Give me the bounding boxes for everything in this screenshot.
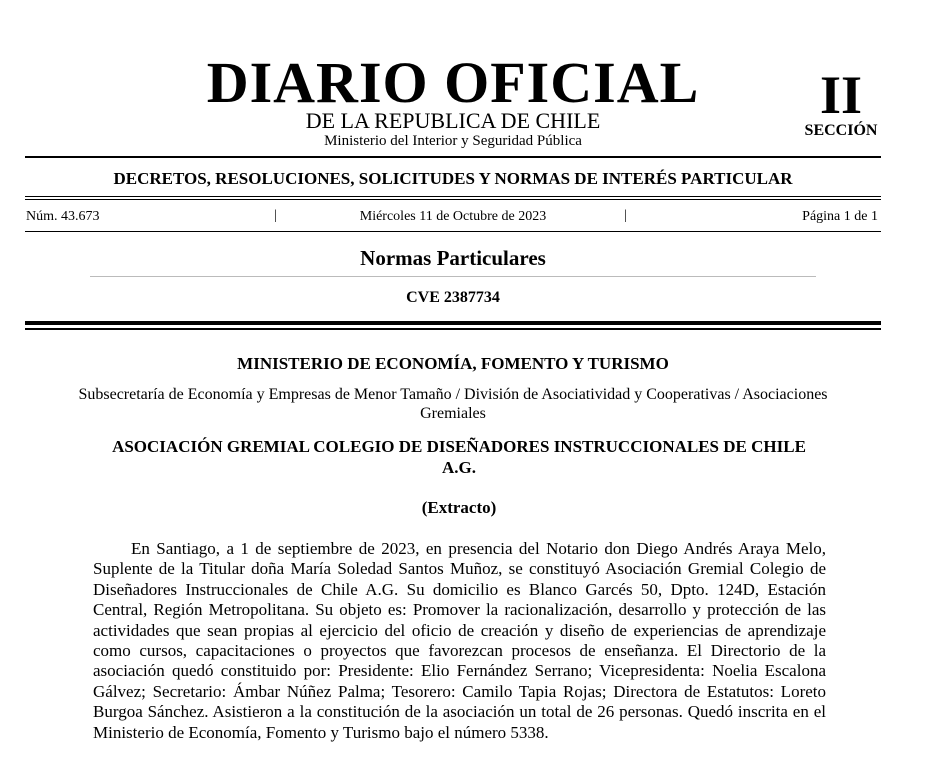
divider	[90, 276, 816, 277]
issue-date: Miércoles 11 de Octubre de 2023	[359, 209, 547, 224]
section-band-title: DECRETOS, RESOLUCIONES, SOLICITUDES Y NORMAS DE INTERÉS PARTICULAR	[113, 169, 793, 188]
divider	[25, 199, 881, 200]
section-heading: Normas Particulares	[360, 246, 546, 270]
article-body: En Santiago, a 1 de septiembre de 2023, en presencia del Notario don Diego Andrés Araya Melo, Suplente de la Titular doña María Soledad Santos Muñoz, se constituyó Asociación Gremial Colegio de Diseñadores Instruccionales de Chile A.G. Su domicilio es Blanco Garcés 50, Dpto. 124D, Estación Central, Región Metropolitana. Su objeto es: Promover la racionalización, desarrollo y protección de las actividades que sean propias al ejercicio del oficio de creación y diseño de experiencias de aprendizaje como cursos, capacitaciones o proyectos que favorezcan procesos de enseñanza. El Directorio de la asociación quedó constituido por: Presidente: Elio Fernández Serrano; Vicepresidenta: Noelia Escalona Gálvez; Secretario: Ámbar Núñez Palma; Tesorero: Camilo Tapia Rojas; Directora de Estatutos: Loreto Burgoa Sánchez. Asistieron a la constitución de la asociación un total de 26 personas. Quedó inscrita en el Ministerio de Economía, Fomento y Turismo bajo el número 5338.	[93, 539, 826, 742]
issue-number: Núm. 43.673	[26, 209, 100, 224]
extracto-label: (Extracto)	[421, 498, 497, 517]
newspaper-title: DIARIO OFICIAL	[206, 50, 700, 115]
meta-separator: |	[624, 208, 627, 223]
meta-separator: |	[274, 208, 277, 223]
section-label: SECCIÓN	[804, 122, 878, 139]
article-subsecretaria: Subsecretaría de Economía y Empresas de Menor Tamaño / División de Asociatividad y Cooperativas / Asociaciones Gremiales	[78, 386, 828, 422]
article-ministry: MINISTERIO DE ECONOMÍA, FOMENTO Y TURISMO	[237, 354, 669, 373]
page-indicator: Página 1 de 1	[802, 209, 878, 224]
section-number: II	[819, 65, 863, 125]
newspaper-subtitle: DE LA REPUBLICA DE CHILE	[305, 108, 601, 133]
divider	[25, 231, 881, 232]
divider	[25, 156, 881, 158]
cve-code: CVE 2387734	[406, 289, 500, 306]
divider-thick	[25, 321, 881, 325]
divider	[25, 196, 881, 197]
ministry-line: Ministerio del Interior y Seguridad Pública	[324, 133, 582, 149]
divider	[25, 328, 881, 330]
article-title: ASOCIACIÓN GREMIAL COLEGIO DE DISEÑADORES INSTRUCCIONALES DE CHILE A.G.	[112, 437, 806, 477]
